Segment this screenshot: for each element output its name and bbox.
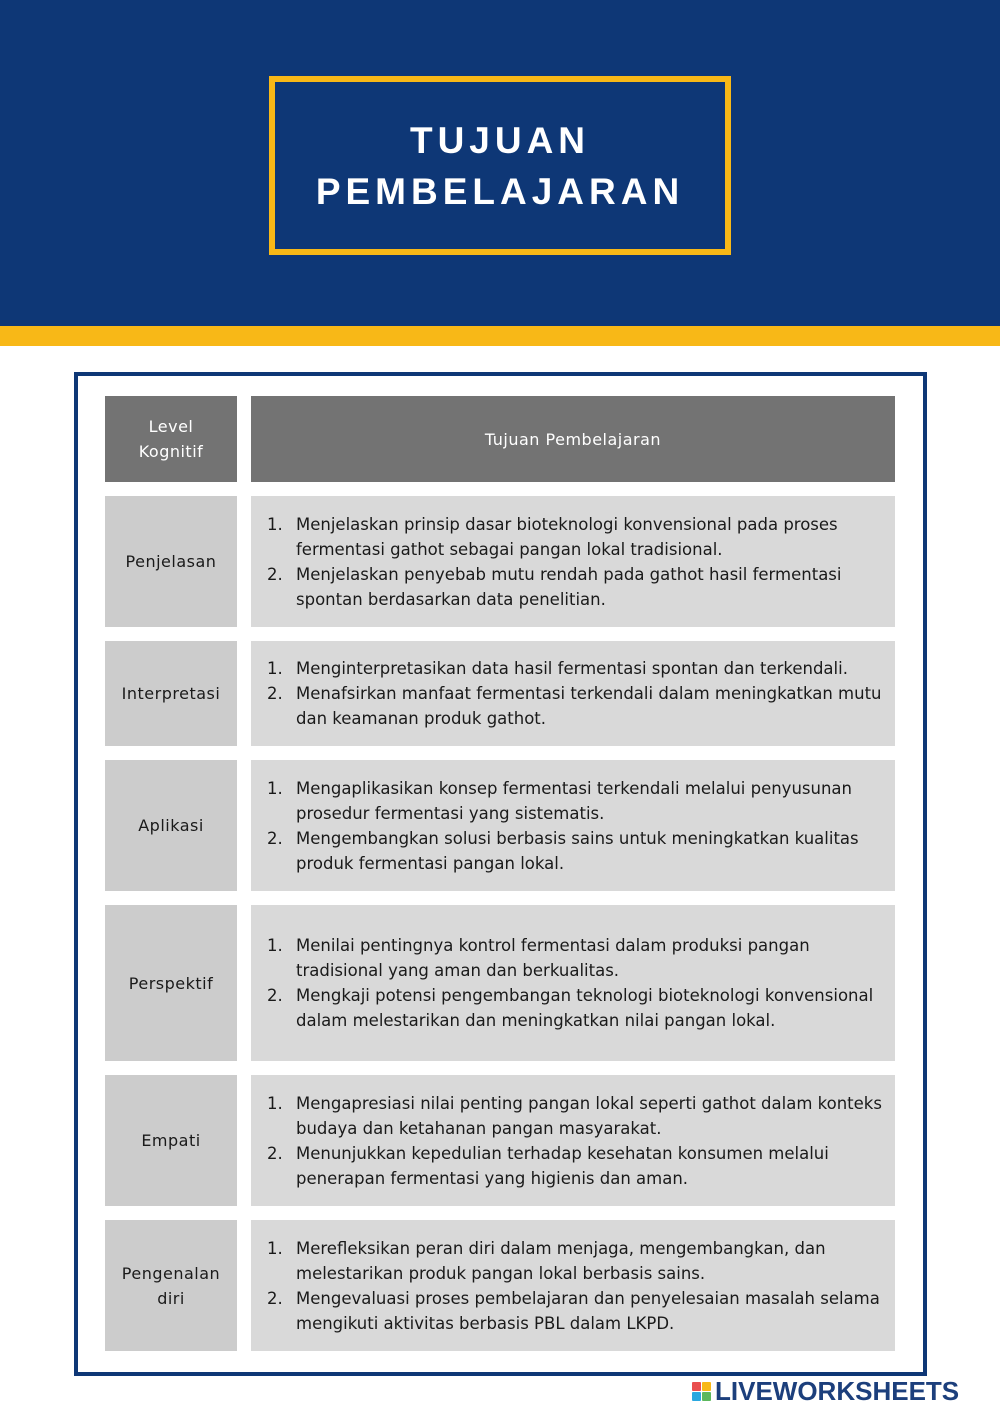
level-label: Interpretasi [121,684,221,703]
column-header-objective-label: Tujuan Pembelajaran [484,429,662,449]
objective-item [267,1236,891,1286]
objective-number: 2. [267,1288,283,1308]
header-gold-stripe [0,326,1000,346]
title-frame [269,76,731,255]
objective-list [251,1236,891,1336]
level-label: Penjelasan [125,552,217,571]
objective-item [267,562,891,612]
logo-wordmark: LIVEWORKSHEETS [715,1375,960,1406]
page-title-line-2: PEMBELAJARAN [315,170,685,212]
level-cell-aplikasi [105,760,237,891]
objective-text: Merefleksikan peran diri dalam menjaga, mengembangkan, dan melestarikan produk pangan lokal berbasis sains. [296,1238,826,1283]
objective-text: Mengembangkan solusi berbasis sains untuk meningkatkan kualitas produk fermentasi pangan lokal. [296,828,859,873]
objective-list [251,656,891,731]
level-label: Perspektif [128,973,214,993]
objective-list [251,933,891,1033]
objective-number: 1. [267,659,283,678]
objective-item [267,983,891,1033]
objective-number: 2. [267,564,283,584]
objective-text: Menjelaskan prinsip dasar bioteknologi konvensional pada proses fermentasi gathot sebagai pangan lokal tradisional. [296,514,838,559]
logo-square-icon [702,1392,711,1401]
level-label: Empati [141,1131,201,1150]
objective-cell-penjelasan [251,496,895,627]
objective-item [267,1141,891,1191]
objective-text: Menjelaskan penyebab mutu rendah pada gathot hasil fermentasi spontan berdasarkan data penelitian. [296,564,842,609]
level-cell-interpretasi [105,641,237,746]
objective-item [267,1286,891,1336]
objective-cell-pengenalan-diri [251,1220,895,1351]
objective-cell-interpretasi [251,641,895,746]
level-label: Aplikasi [138,816,204,835]
logo-square-icon [692,1382,701,1391]
objective-number: 2. [267,684,283,703]
logo-mark-icon [692,1382,711,1401]
objective-item [267,826,891,876]
page-title-line-1: TUJUAN [409,119,591,161]
objective-cell-perspektif [251,905,895,1061]
objective-text: Mengapresiasi nilai penting pangan lokal seperti gathot dalam konteks budaya dan ketahanan pangan masyarakat. [296,1093,882,1138]
objective-number: 1. [267,1238,283,1258]
objective-item [267,656,891,681]
objective-text: Mengevaluasi proses pembelajaran dan penyelesaian masalah selama mengikuti aktivitas berbasis PBL dalam LKPD. [296,1288,880,1333]
objective-list [251,776,891,876]
column-header-level-label: Level Kognitif [138,417,204,461]
liveworksheets-logo[interactable] [692,1376,959,1406]
objective-item [267,681,891,731]
level-cell-pengenalan-diri [105,1220,237,1351]
column-header-objective [251,396,895,482]
logo-square-icon [702,1382,711,1391]
objective-number: 1. [267,514,283,534]
objective-number: 2. [267,1143,283,1163]
objective-item [267,512,891,562]
level-cell-empati [105,1075,237,1206]
objective-cell-aplikasi [251,760,895,891]
objective-text: Mengkaji potensi pengembangan teknologi bioteknologi konvensional dalam melestarikan dan meningkatkan nilai pangan lokal. [296,986,874,1030]
column-header-level [105,396,237,482]
objective-number: 1. [267,778,283,798]
objective-item [267,776,891,826]
logo-square-icon [692,1392,701,1401]
objective-text: Menafsirkan manfaat fermentasi terkendali dalam meningkatkan mutu dan keamanan produk gathot. [296,684,882,728]
objective-number: 2. [267,828,283,848]
objective-number: 1. [267,1093,283,1113]
objective-item [267,933,891,983]
objective-item [267,1091,891,1141]
objective-text: Menginterpretasikan data hasil fermentasi spontan dan terkendali. [296,659,848,678]
objective-cell-empati [251,1075,895,1206]
objective-number: 1. [267,936,283,955]
level-label: Pengenalan diri [121,1263,221,1308]
objective-text: Menunjukkan kepedulian terhadap kesehatan konsumen melalui penerapan fermentasi yang higienis dan aman. [296,1143,829,1188]
objective-list [251,512,891,612]
level-cell-perspektif [105,905,237,1061]
objective-text: Menilai pentingnya kontrol fermentasi dalam produksi pangan tradisional yang aman dan berkualitas. [296,936,810,980]
objective-list [251,1091,891,1191]
level-cell-penjelasan [105,496,237,627]
objective-number: 2. [267,986,283,1005]
objective-text: Mengaplikasikan konsep fermentasi terkendali melalui penyusunan prosedur fermentasi yang sistematis. [296,778,852,823]
